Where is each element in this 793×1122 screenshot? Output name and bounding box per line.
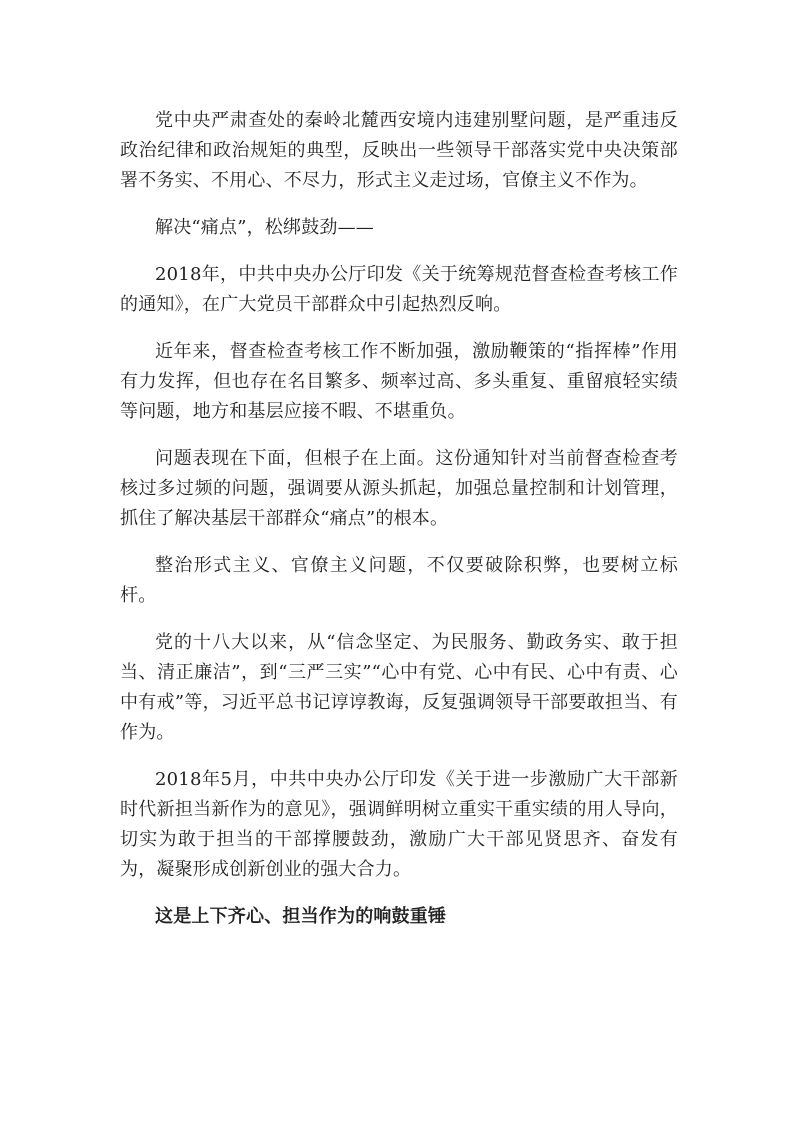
paragraph-8: 2018年5月，中共中央办公厅印发《关于进一步激励广大干部新时代新担当新作为的意见》，强调鲜明树立重实干重实绩的用人导向，切实为敢于担当的干部撑腰鼓劲，激励广大干部见贤思齐、奋发有为，凝聚形成创新创业的强大合力。	[120, 769, 678, 880]
paragraph-1: 党中央严肃查处的秦岭北麓西安境内违建别墅问题，是严重违反政治纪律和政治规矩的典型，反映出一些领导干部落实党中央决策部署不务实、不用心、不尽力，形式主义走过场，官僚主义不作为。	[120, 110, 678, 191]
paragraph-5: 问题表现在下面，但根子在上面。这份通知针对当前督查检查考核过多过频的问题，强调要从源头抓起，加强总量控制和计划管理，抓住了解决基层干部群众“痛点”的根本。	[120, 448, 678, 529]
paragraph-3: 2018年，中共中央办公厅印发《关于统筹规范督查检查考核工作的通知》，在广大党员干部群众中引起热烈反响。	[120, 264, 678, 315]
paragraph-2: 解决“痛点”，松绑鼓劲——	[155, 217, 375, 238]
paragraph-7: 党的十八大以来，从“信念坚定、为民服务、勤政务实、敢于担当、清正廉洁”，到“三严三实”“心中有党、心中有民、心中有责、心中有戒”等，习近平总书记谆谆教诲，反复强调领导干部要敢担当、有作为。	[120, 632, 678, 743]
paragraph-4: 近年来，督查检查考核工作不断加强，激励鞭策的“指挥棒”作用有力发挥，但也存在名目繁多、频率过高、多头重复、重留痕轻实绩等问题，地方和基层应接不暇、不堪重负。	[120, 341, 678, 422]
paragraph-6: 整治形式主义、官僚主义问题，不仅要破除积弊，也要树立标杆。	[120, 555, 678, 606]
document-body	[120, 106, 678, 949]
section-heading: 这是上下齐心、担当作为的响鼓重锤	[155, 906, 447, 927]
